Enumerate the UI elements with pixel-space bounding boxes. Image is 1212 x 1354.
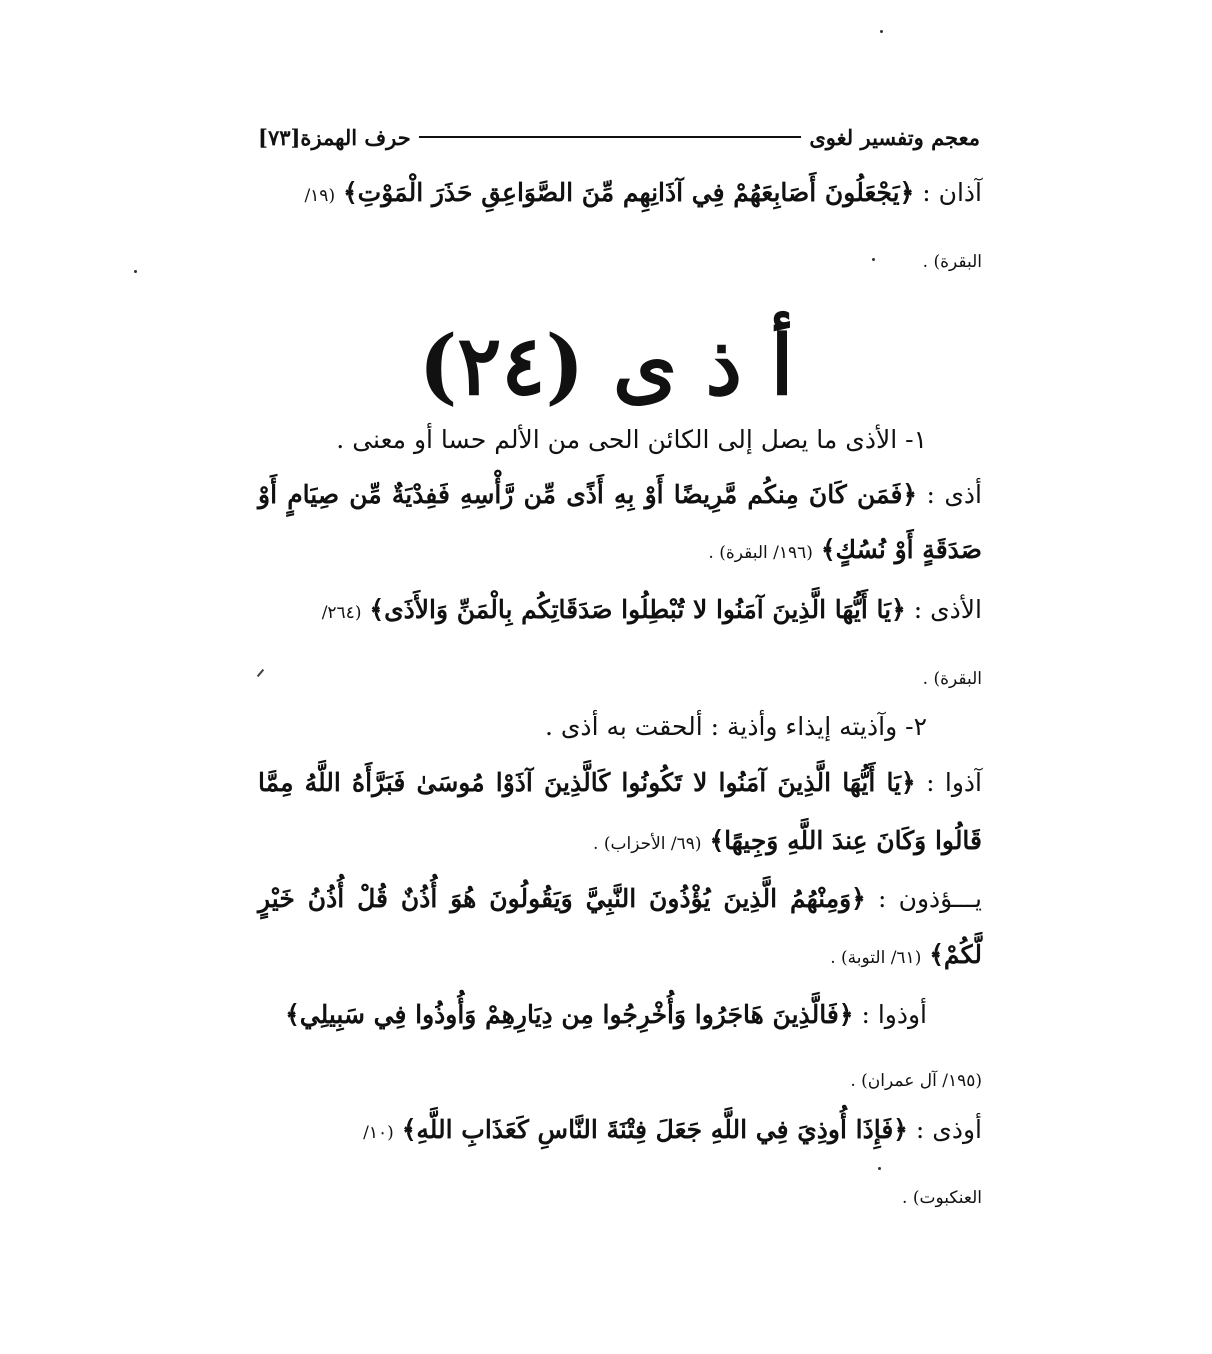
entry-label: أوذى : [915,1115,982,1144]
verse-reference: (١٠/ [363,1123,394,1143]
definition-2: ٢- وآذيته إيذاء وأذية : ألحقت به أذى . [544,712,927,741]
book-title: معجم وتفسير لغوى [809,124,980,150]
quran-quote: ﴿فَإِذَا أُوذِيَ فِي اللَّهِ جَعَلَ فِتْنَةَ النَّاسِ كَعَذَابِ اللَّهِ﴾ [401,1115,908,1144]
quran-quote: قَالُوا وَكَانَ عِندَ اللَّهِ وَجِيهًا﴾ [709,826,982,855]
quran-quote: ﴿فَالَّذِينَ هَاجَرُوا وَأُخْرِجُوا مِن دِيَارِهِمْ وَأُوذُوا فِي سَبِيلِي﴾ [285,1000,854,1029]
verse-reference: البقرة) . [922,669,982,689]
entry-line-6 [258,884,982,913]
entry-line-4-cont [258,661,982,690]
quran-quote: لَّكُمْ﴾ [929,940,982,969]
entry-line-8-cont [258,1180,982,1209]
quran-quote: ﴿يَا أَيُّهَا الَّذِينَ آمَنُوا لا تَكُونُوا كَالَّذِينَ آذَوْا مُوسَىٰ فَبَرَّأَهُ اللَّهُ مِمَّا [258,768,916,797]
section-page-label: حرف الهمزة[٧٣] [258,124,411,150]
verse-reference: (١٩٥/ آل عمران) . [850,1071,982,1091]
entry-label: الأذى : [913,595,982,624]
entry-label: أذى : [926,480,982,509]
entry-label: يـــؤذون : [878,884,983,913]
entry-line-5-cont [258,826,982,855]
entry-label: آذوا : [926,768,983,797]
root-heading: أ ذ ى (٢٤) [418,318,794,414]
quran-quote: ﴿يَا أَيُّهَا الَّذِينَ آمَنُوا لا تُبْطِلُوا صَدَقَاتِكُم بِالْمَنِّ وَالأَذَى﴾ [369,595,906,624]
quran-quote: ﴿فَمَن كَانَ مِنكُم مَّرِيضًا أَوْ بِهِ أَذًى مِّن رَّأْسِهِ فَفِدْيَةٌ مِّن صِيَامٍ أَوْ [258,480,918,509]
entry-label: آذان : [922,178,982,207]
entry-line-4 [258,595,982,624]
scan-speck [880,30,883,33]
verse-reference: (١٩/ [304,186,336,206]
header-rule [419,136,802,138]
entry-line-1 [258,178,982,207]
verse-reference: البقرة) . [922,252,982,272]
scan-speck [134,270,137,273]
entry-line-8 [258,1115,982,1144]
verse-reference: (١٩٦/ البقرة) . [708,543,813,563]
entry-line-6-cont [258,940,982,969]
verse-reference: (٦١/ التوبة) . [830,948,922,968]
scan-speck [878,1167,881,1170]
entry-line-7-cont [258,1063,982,1092]
quran-quote: صَدَقَةٍ أَوْ نُسُكٍ﴾ [820,535,982,564]
quran-quote: ﴿يَجْعَلُونَ أَصَابِعَهُمْ فِي آذَانِهِم مِّنَ الصَّوَاعِقِ حَذَرَ الْمَوْتِ﴾ [343,178,915,207]
quran-quote: ﴿وَمِنْهُمُ الَّذِينَ يُؤْذُونَ النَّبِيَّ وَيَقُولُونَ هُوَ أُذُنٌ قُلْ أُذُنُ خَيْرٍ [258,884,866,913]
scan-speck [872,258,875,261]
entry-line-5 [258,768,982,797]
verse-reference: العنكبوت) . [902,1188,982,1208]
entry-line-3-cont [258,535,982,564]
verse-reference: (٦٩/ الأحزاب) . [593,834,702,854]
running-header [258,120,980,154]
definition-1: ١- الأذى ما يصل إلى الكائن الحى من الألم حسا أو معنى . [336,425,927,454]
verse-reference: (٢٦٤/ [321,603,362,623]
entry-line-7 [259,1000,927,1029]
entry-label: أوذوا : [861,1000,927,1029]
entry-line-3 [258,480,982,509]
